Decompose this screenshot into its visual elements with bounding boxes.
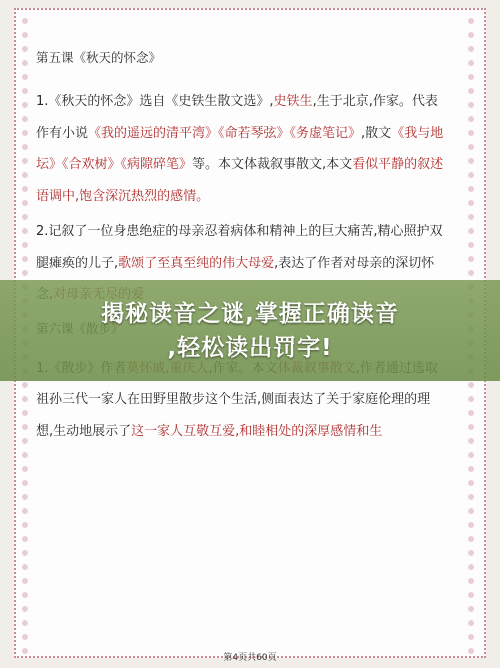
border-dot bbox=[22, 60, 28, 66]
border-dot bbox=[22, 494, 28, 500]
border-dot bbox=[468, 256, 474, 262]
border-dot bbox=[22, 172, 28, 178]
border-dot bbox=[22, 634, 28, 640]
border-dot bbox=[22, 522, 28, 528]
border-dot bbox=[22, 74, 28, 80]
border-dot bbox=[468, 74, 474, 80]
border-dot bbox=[22, 228, 28, 234]
border-dot bbox=[22, 410, 28, 416]
border-dot bbox=[468, 620, 474, 626]
border-dot bbox=[22, 592, 28, 598]
border-dot bbox=[468, 424, 474, 430]
border-dot bbox=[468, 88, 474, 94]
border-dot bbox=[468, 46, 474, 52]
overlay-banner bbox=[0, 280, 500, 381]
border-dot bbox=[468, 592, 474, 598]
border-dot bbox=[468, 242, 474, 248]
border-dot bbox=[468, 158, 474, 164]
border-dot bbox=[468, 186, 474, 192]
border-dot bbox=[22, 536, 28, 542]
border-dot bbox=[468, 144, 474, 150]
border-dot bbox=[22, 578, 28, 584]
border-dot bbox=[22, 88, 28, 94]
border-dot bbox=[468, 32, 474, 38]
border-dot bbox=[22, 452, 28, 458]
border-dot bbox=[22, 130, 28, 136]
border-dot bbox=[468, 480, 474, 486]
border-dot bbox=[468, 606, 474, 612]
highlighted-text: 歌颂了至真至纯的伟大母爱 bbox=[118, 255, 275, 271]
document-content bbox=[36, 48, 446, 447]
border-dot bbox=[468, 634, 474, 640]
border-dot bbox=[468, 214, 474, 220]
border-dot bbox=[468, 550, 474, 556]
border-dot bbox=[468, 494, 474, 500]
border-dot bbox=[468, 564, 474, 570]
banner-title-line-2: ,轻松读出罚字! bbox=[167, 334, 333, 361]
border-dot bbox=[468, 130, 474, 136]
border-dot bbox=[468, 438, 474, 444]
border-dot bbox=[22, 508, 28, 514]
body-text: 等。本文体裁叙事散文,本文 bbox=[192, 157, 353, 172]
border-dot bbox=[22, 606, 28, 612]
border-dot bbox=[468, 116, 474, 122]
border-dot bbox=[468, 18, 474, 24]
border-dot bbox=[22, 158, 28, 164]
border-dot bbox=[468, 522, 474, 528]
highlighted-text: 《我与地坛》《合欢树》《病隙碎笔》 bbox=[36, 125, 444, 172]
border-dot bbox=[468, 270, 474, 276]
border-dot bbox=[468, 396, 474, 402]
border-dot bbox=[468, 508, 474, 514]
highlighted-text: 史铁生 bbox=[273, 94, 313, 109]
section-title-lesson-5: 第五课《秋天的怀念》 bbox=[36, 50, 162, 65]
border-dot bbox=[22, 564, 28, 570]
border-dot bbox=[468, 60, 474, 66]
border-dot bbox=[468, 228, 474, 234]
page-number: 第4页共60页 bbox=[223, 653, 277, 663]
border-dot bbox=[468, 102, 474, 108]
banner-title-line-1: 揭秘读音之谜,掌握正确读音 bbox=[101, 300, 399, 327]
border-dot bbox=[468, 200, 474, 206]
lesson-5-paragraph-1 bbox=[36, 86, 446, 212]
body-text: ,表达了作者对母亲的深切怀 bbox=[274, 255, 435, 271]
border-dot bbox=[468, 172, 474, 178]
border-dot bbox=[22, 186, 28, 192]
border-dot bbox=[468, 452, 474, 458]
border-dot bbox=[22, 18, 28, 24]
border-dot bbox=[22, 200, 28, 206]
border-dot bbox=[22, 550, 28, 556]
border-dot bbox=[22, 480, 28, 486]
border-dot bbox=[22, 256, 28, 262]
highlighted-text: 这一家人互敬互爱,和睦相处的深厚感情和生 bbox=[131, 423, 383, 439]
border-dot bbox=[22, 270, 28, 276]
border-dot bbox=[22, 144, 28, 150]
border-dot bbox=[468, 410, 474, 416]
border-dot bbox=[468, 382, 474, 388]
border-dot bbox=[22, 116, 28, 122]
border-dot bbox=[22, 466, 28, 472]
border-dot bbox=[468, 578, 474, 584]
border-dot bbox=[468, 536, 474, 542]
body-text: 2.记叙了一位身患绝症的母亲忍着病体和精神上的巨大痛苦,精心照护双腿瘫痪的儿子, bbox=[36, 224, 443, 271]
border-dot bbox=[22, 214, 28, 220]
highlighted-text: 《命若琴弦》《务虚笔记》 bbox=[218, 125, 362, 141]
border-dot bbox=[22, 32, 28, 38]
border-dot bbox=[22, 396, 28, 402]
border-dot bbox=[22, 438, 28, 444]
border-dot bbox=[22, 102, 28, 108]
body-text: ,散文 bbox=[361, 125, 392, 141]
border-dot bbox=[22, 424, 28, 430]
border-dot bbox=[22, 382, 28, 388]
highlighted-text: 看似平静的叙述语调中,饱含深沉热烈的感情。 bbox=[36, 157, 444, 204]
highlighted-text: 《我的遥远的清平湾》 bbox=[88, 125, 219, 141]
body-text: 祖孙三代一家人在田野里散步这个生活,侧面表达了关于家庭伦理的理想,生动地展示了 bbox=[36, 392, 431, 439]
body-text: ,生于北京,作家。代表作有小说 bbox=[36, 94, 438, 141]
body-text: 1.《秋天的怀念》选自《史铁生散文选》, bbox=[36, 94, 274, 109]
border-dot bbox=[22, 46, 28, 52]
border-dot bbox=[22, 242, 28, 248]
border-dot bbox=[468, 466, 474, 472]
border-dot bbox=[22, 620, 28, 626]
